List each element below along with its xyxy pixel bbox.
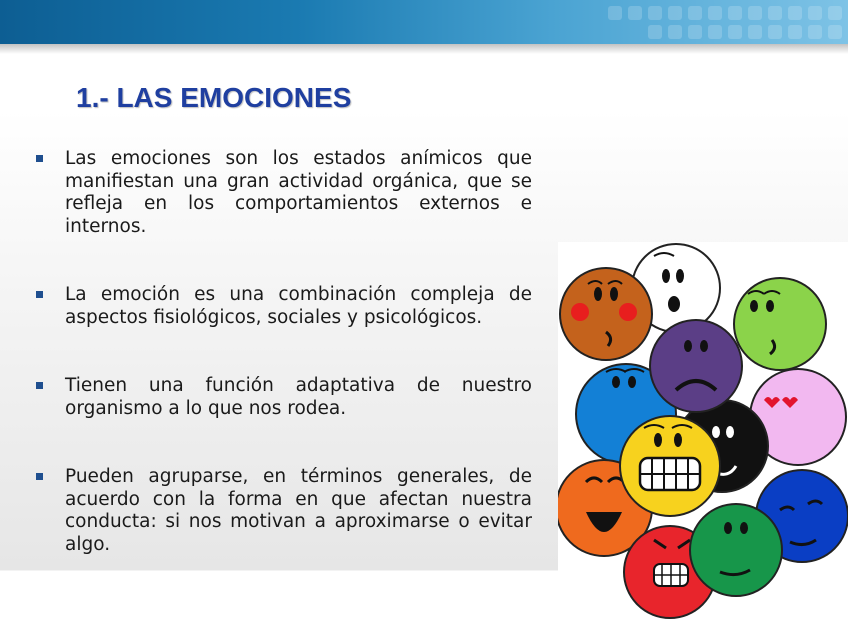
faces-cluster-icon bbox=[558, 242, 848, 636]
bullet-item bbox=[36, 375, 532, 420]
bullet-text: La emoción es una combinación compleja de aspectos fisiológicos, sociales y psicológicos. bbox=[65, 284, 532, 328]
emotion-faces-illustration bbox=[558, 242, 848, 636]
bullet-list bbox=[36, 148, 532, 556]
bullet-square-icon bbox=[36, 155, 43, 162]
blushing-face-icon bbox=[560, 268, 652, 360]
header-decoration-icon bbox=[588, 0, 848, 44]
slide-title: 1.- LAS EMOCIONES bbox=[76, 82, 352, 113]
calm-face-icon bbox=[690, 504, 782, 596]
grin-face-icon bbox=[620, 416, 720, 516]
bullet-item bbox=[36, 466, 532, 556]
header-shadow bbox=[0, 44, 848, 54]
bullet-item bbox=[36, 148, 532, 238]
header-band bbox=[0, 0, 848, 44]
bullet-square-icon bbox=[36, 382, 43, 389]
sad-face-icon bbox=[650, 320, 742, 412]
bullet-square-icon bbox=[36, 473, 43, 480]
bullet-item bbox=[36, 284, 532, 329]
bullet-text: Las emociones son los estados anímicos que manifiestan una gran actividad orgánica, que se refleja en los comportamientos externos e internos. bbox=[65, 148, 532, 237]
bullet-square-icon bbox=[36, 291, 43, 298]
bullet-text: Tienen una función adaptativa de nuestro organismo a lo que nos rodea. bbox=[65, 375, 532, 419]
smirk-face-icon bbox=[734, 278, 826, 370]
bullet-text: Pueden agruparse, en términos generales, de acuerdo con la forma en que afectan nuestra conducta: si nos motivan a aproximarse o evitar algo. bbox=[65, 466, 532, 555]
